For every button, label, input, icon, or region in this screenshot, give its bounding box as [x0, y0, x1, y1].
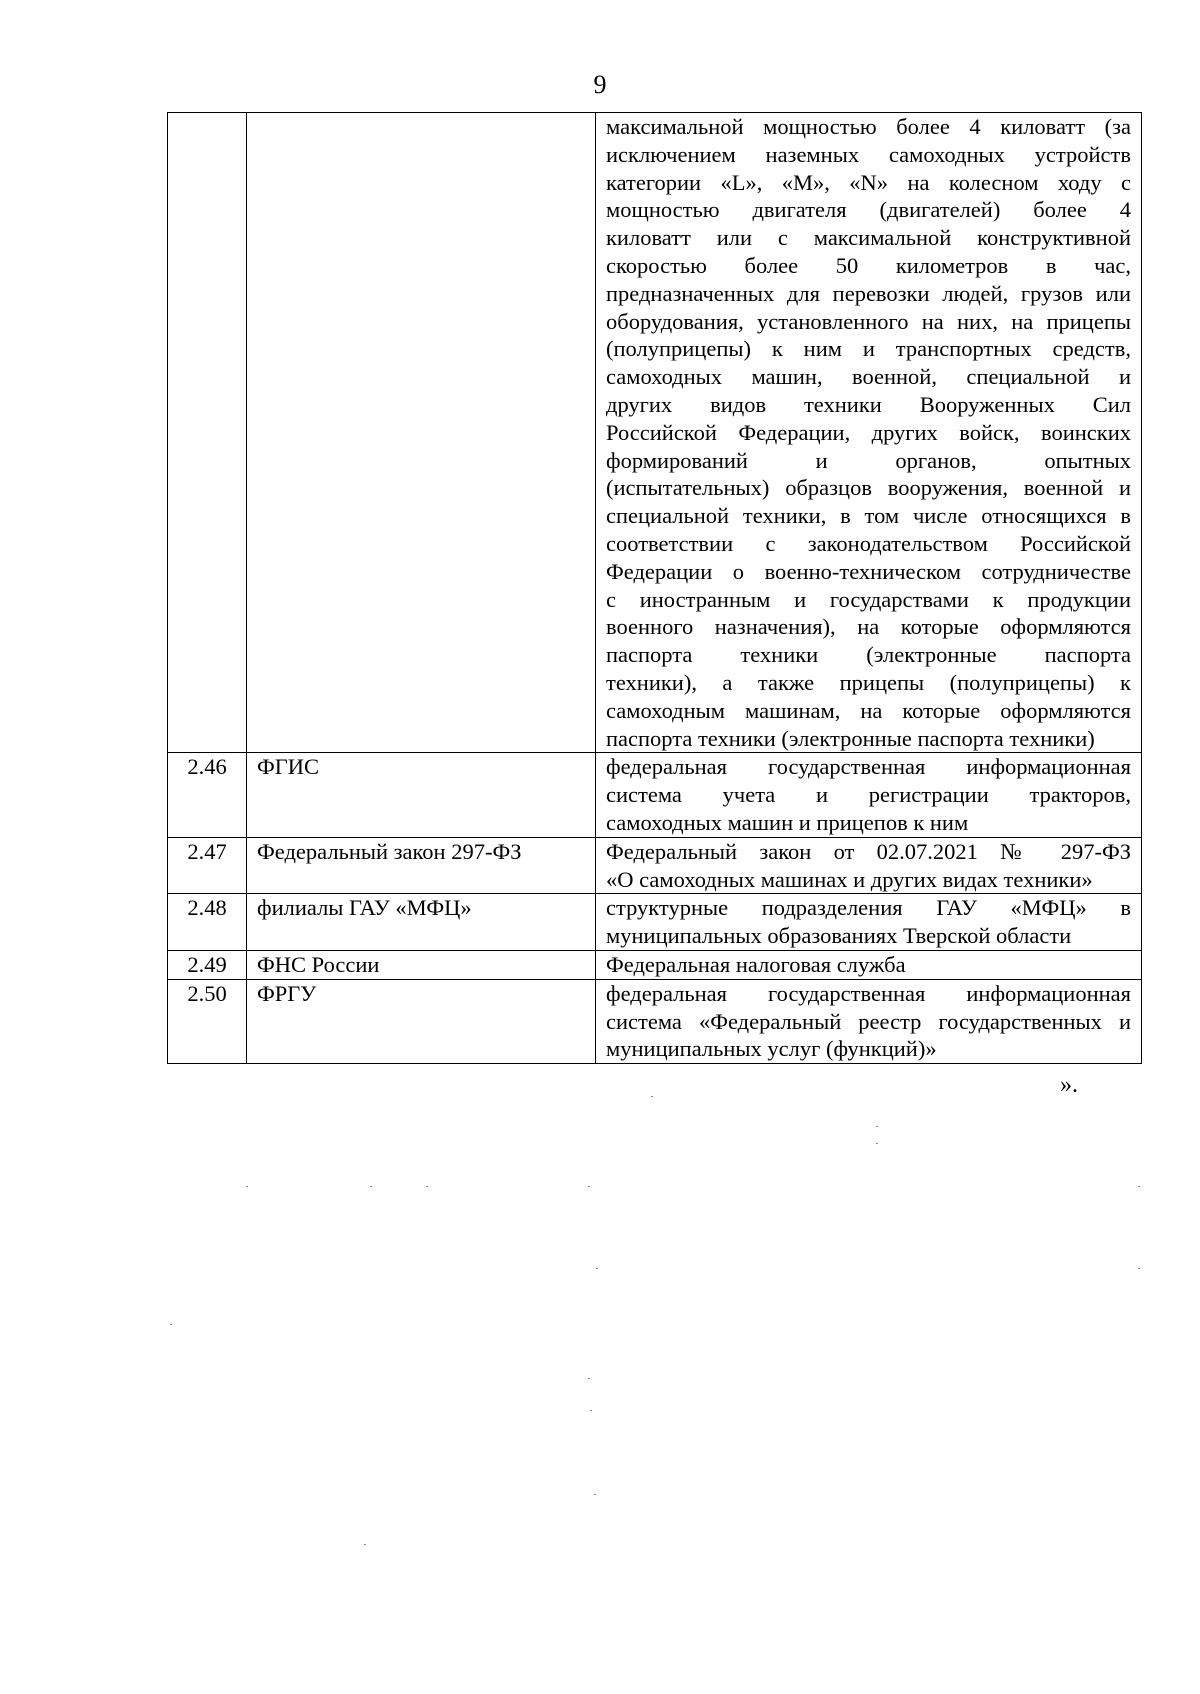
definition-line: Российской Федерации, других войск, воинских	[606, 419, 1131, 445]
definition-line: Федеральный закон от 02.07.2021 № 297-ФЗ	[606, 838, 1131, 864]
row-term: ФГИС	[247, 753, 596, 837]
row-term	[247, 113, 596, 753]
row-term: ФНС России	[247, 950, 596, 979]
row-definition	[596, 950, 1142, 979]
table-row	[168, 950, 1142, 979]
table-row	[168, 113, 1142, 753]
definition-line: паспорта техники (электронные паспорта техники)	[606, 725, 1095, 751]
definition-line: Федерации о военно-техническом сотрудничестве	[606, 558, 1131, 584]
definition-line: скоростью более 50 километров в час,	[606, 252, 1131, 278]
definition-line: предназначенных для перевозки людей, грузов или	[606, 280, 1131, 306]
row-term: Федеральный закон 297-ФЗ	[247, 837, 596, 894]
definition-line: соответствии с законодательством Российской	[606, 530, 1131, 556]
definition-line: максимальной мощностью более 4 киловатт (за	[606, 114, 1131, 139]
terms-table	[167, 112, 1142, 1064]
row-definition	[596, 113, 1142, 753]
row-definition	[596, 894, 1142, 951]
definition-line: система «Федеральный реестр государственных и	[606, 1008, 1131, 1034]
definition-line: военного назначения), на которые оформляются	[606, 614, 1131, 640]
row-definition	[596, 979, 1142, 1063]
definition-line: структурные подразделения ГАУ «МФЦ» в	[606, 895, 1131, 921]
definition-line: муниципальных услуг (функций)»	[606, 1036, 937, 1062]
definition-line: мощностью двигателя (двигателей) более 4	[606, 197, 1131, 223]
definition-line: муниципальных образованиях Тверской области	[606, 923, 1072, 949]
definition-line: самоходных машин и прицепов к ним	[606, 809, 969, 835]
definition-line: паспорта техники (электронные паспорта	[606, 642, 1131, 668]
table-row	[168, 837, 1142, 894]
definition-line: федеральная государственная информационная	[606, 980, 1131, 1006]
closing-quote-mark: ».	[1060, 1072, 1078, 1098]
row-term: ФРГУ	[247, 979, 596, 1063]
definition-line: федеральная государственная информационная	[606, 754, 1131, 780]
row-number: 2.49	[168, 950, 247, 979]
definition-line: специальной техники, в том числе относящихся в	[606, 503, 1131, 529]
row-number: 2.47	[168, 837, 247, 894]
definition-line: оборудования, установленного на них, на прицепы	[606, 308, 1131, 334]
definition-line: (испытательных) образцов вооружения, военной и	[606, 475, 1131, 501]
row-definition	[596, 837, 1142, 894]
table-row	[168, 753, 1142, 837]
definition-line: самоходным машинам, на которые оформляются	[606, 697, 1131, 723]
row-number: 2.50	[168, 979, 247, 1063]
row-number: 2.48	[168, 894, 247, 951]
table-row	[168, 979, 1142, 1063]
definition-line: с иностранным и государствами к продукции	[606, 586, 1131, 612]
definition-line: самоходных машин, военной, специальной и	[606, 364, 1131, 390]
definition-line: (полуприцепы) к ним и транспортных средств,	[606, 336, 1131, 362]
definition-line: формирований и органов, опытных	[606, 447, 1131, 473]
row-term: филиалы ГАУ «МФЦ»	[247, 894, 596, 951]
row-definition	[596, 753, 1142, 837]
row-number: 2.46	[168, 753, 247, 837]
definition-line: техники), а также прицепы (полуприцепы) к	[606, 669, 1131, 695]
table-row	[168, 894, 1142, 951]
definition-line: «О самоходных машинах и других видах техники»	[606, 866, 1093, 892]
definition-line: категории «L», «M», «N» на колесном ходу с	[606, 169, 1131, 195]
definition-line: Федеральная налоговая служба	[606, 951, 906, 977]
row-number	[168, 113, 247, 753]
terms-table-body	[168, 113, 1142, 1064]
definition-line: система учета и регистрации тракторов,	[606, 782, 1131, 808]
definition-line: исключением наземных самоходных устройств	[606, 141, 1131, 167]
definition-line: киловатт или с максимальной конструктивной	[606, 225, 1131, 251]
definition-line: других видов техники Вооруженных Сил	[606, 391, 1131, 417]
page-number: 9	[593, 70, 607, 99]
